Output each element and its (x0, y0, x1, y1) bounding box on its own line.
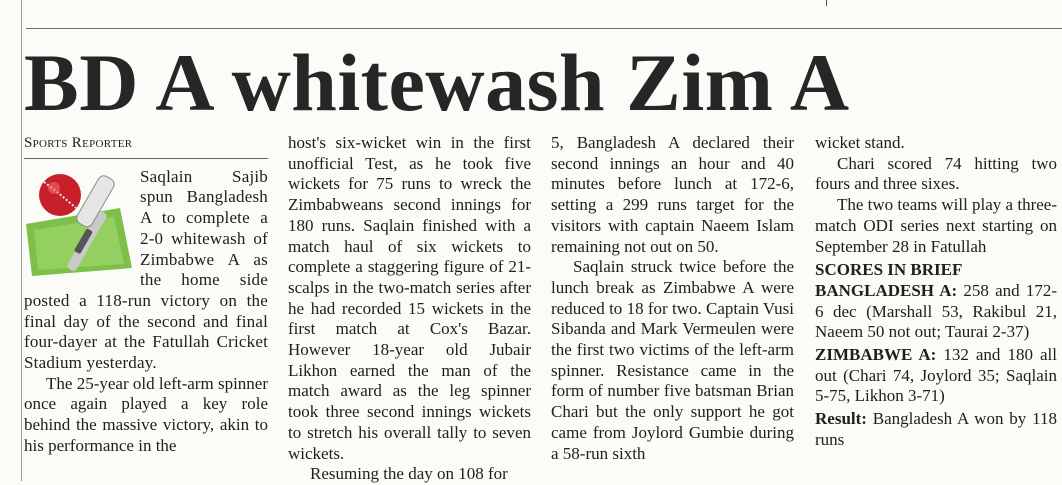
paragraph-5: 5, Bangladesh A declared their second innings an hour and 40 minutes before lunch at 172-6, setting a 299 runs target for the visitors with captain Naeem Islam remaining not out on 50. (551, 133, 794, 256)
article-column-4 (815, 133, 1057, 451)
page-top-rule (26, 28, 1062, 29)
match-result-label: Result: (815, 409, 867, 429)
paragraph-9: The two teams will play a three-match ODI series next starting on September 28 in Fatullah (815, 195, 1057, 256)
byline: Sports Reporter (24, 133, 268, 159)
score-zimbabwe-label: ZIMBABWE A: (815, 345, 937, 365)
paragraph-3: host's six-wicket win in the first unofficial Test, as he took five wickets for 75 runs to wreck the Zimbabweans second innings for 180 runs. Saqlain finished with a match haul of six wickets to complete a staggering figure of 21-scalps in the two-match series after he had recorded 15 wickets in the first match at Cox's Bazar. However 18-year old Jubair Likhon earned the man of the match award as the leg spinner took three second innings wickets to stretch his overall tally to seven wickets. (288, 133, 531, 463)
paragraph-7: wicket stand. (815, 133, 905, 152)
cricket-ball-and-bat-icon (24, 168, 136, 278)
article-column-1 (24, 133, 268, 457)
paragraph-1: Saqlain Sajib spun Bangladesh A to complete a 2-0 whitewash of Zimbabwe A as the home side posted a 118-run victory on the final day of the second and final four-dayer at the Fatullah Cricket Stadium yesterday. (24, 166, 268, 373)
paragraph-6: Saqlain struck twice before the lunch break as Zimbabwe A were reduced to 18 for two. Captain Vusi Sibanda and Mark Vermeulen were the first two victims of the left-arm spinner. Resistance came in the form of number five batsman Brian Chari but the only support he got came from Joylord Gumbie during a 58-run sixth (551, 257, 794, 463)
paragraph-4: Resuming the day on 108 for (310, 464, 508, 484)
paragraph-2: The 25-year old left-arm spinner once again played a key role behind the massive victory, akin to his performance in the (24, 373, 268, 455)
article-column-2 (288, 133, 531, 485)
score-bangladesh-label: BANGLADESH A: (815, 280, 958, 300)
column-rule-left (21, 0, 22, 481)
scores-heading: SCORES IN BRIEF (815, 260, 963, 280)
article-column-3 (551, 133, 794, 464)
match-result-text: Bangladesh A won by 118 runs (815, 409, 1057, 449)
headline: BD A whitewash Zim A (24, 37, 850, 128)
score-bangladesh-text: 258 and 172-6 dec (Marshall 53, Rakibul 21, Naeem 50 not out; Taurai 2-37) (815, 280, 1057, 342)
match-result (815, 409, 1057, 450)
score-zimbabwe (815, 345, 1057, 407)
paragraph-8: Chari scored 74 hitting two fours and three sixes. (815, 153, 1057, 194)
score-bangladesh (815, 281, 1057, 343)
page-top-tick (826, 0, 827, 6)
score-zimbabwe-text: 132 and 180 all out (Chari 74, Joylord 35; Saqlain 5-75, Likhon 3-71) (815, 345, 1057, 406)
